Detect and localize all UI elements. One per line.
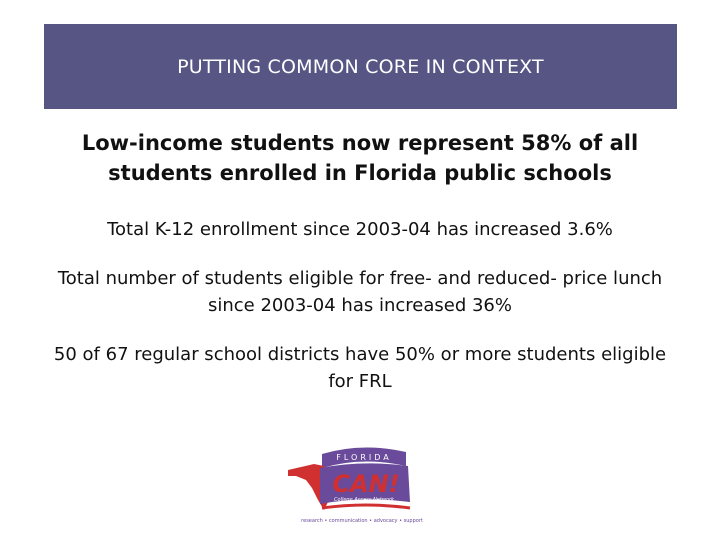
florida-can-logo [284,444,440,528]
title-banner [44,24,677,109]
logo-top-text: FLORIDA [336,453,392,462]
lead-statement: Low-income students now represent 58% of all students enrolled in Florida public schools [81,131,639,185]
logo-tagline: research • communication • advocacy • support [301,518,423,524]
slide-title: PUTTING COMMON CORE IN CONTEXT [177,55,544,78]
slide-body [40,128,680,395]
logo-main-text: CAN! [332,470,400,498]
stat-districts: 50 of 67 regular school districts have 50% or more students eligible for FRL [53,344,667,392]
stat-enrollment: Total K-12 enrollment since 2003-04 has increased 3.6% [107,219,613,240]
logo-underline [322,505,410,508]
florida-can-logo-graphic [284,444,440,528]
stat-frl-growth: Total number of students eligible for free- and reduced- price lunch since 2003-04 has increased 36% [57,268,663,316]
logo-sub-text: College Access Network [334,497,394,503]
